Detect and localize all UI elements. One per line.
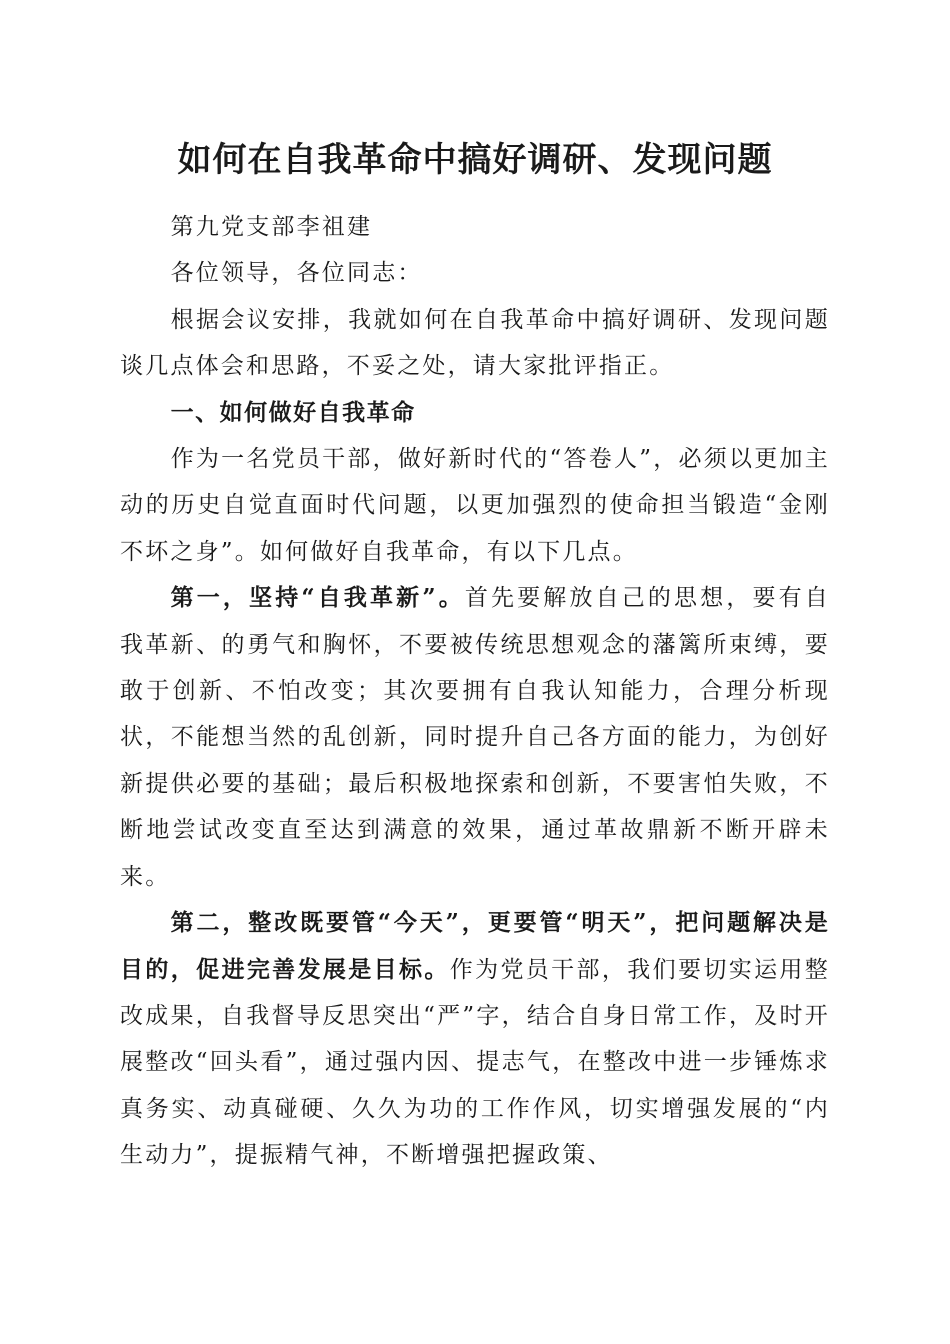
- author-line: 第九党支部李祖建: [170, 214, 373, 240]
- document-title: 如何在自我革命中搞好调研、发现问题: [177, 140, 773, 180]
- document-body: [120, 204, 830, 1179]
- section-heading-1: 一、如何做好自我革命: [170, 399, 416, 426]
- point-2-paragraph: [120, 900, 830, 1178]
- section-1-intro-paragraph: 作为一名党员干部，做好新时代的“答卷人”，必须以更加主动的历史自觉直面时代问题，以更加强烈的使命担当锻造“金刚不坏之身”。如何做好自我革命，有以下几点。: [120, 446, 830, 565]
- point-2-lead: 第二，整改既要管“今天”，更要管“明天”，把问题解决是目的，促进完善发展是目标。: [120, 909, 830, 983]
- salutation: 各位领导，各位同志：: [170, 260, 423, 287]
- point-1-body: 首先要解放自己的思想，要有自我革新、的勇气和胸怀，不要被传统思想观念的藩篱所束缚，要敢于创新、不怕改变；其次要拥有自我认知能力，合理分析现状，不能想当然的乱创新，同时提升自己各方面的能力，为创好新提供必要的基础；最后积极地探索和创新，不要害怕失败，不断地尝试改变直至达到满意的效果，通过革故鼎新不断开辟未来。: [120, 585, 831, 890]
- point-1-paragraph: [120, 575, 830, 900]
- point-2-body: 作为党员干部，我们要切实运用整改成果，自我督导反思突出“严”字，结合自身日常工作，及时开展整改“回头看”，通过强内因、提志气，在整改中进一步锤炼求真务实、动真碰硬、久久为功的工作作风，切实增强发展的“内生动力”，提振精气神，不断增强把握政策、: [120, 956, 830, 1169]
- intro-paragraph: 根据会议安排，我就如何在自我革命中搞好调研、发现问题谈几点体会和思路，不妥之处，请大家批评指正。: [120, 306, 830, 380]
- point-1-lead: 第一，坚持“自我革新”。: [170, 584, 465, 612]
